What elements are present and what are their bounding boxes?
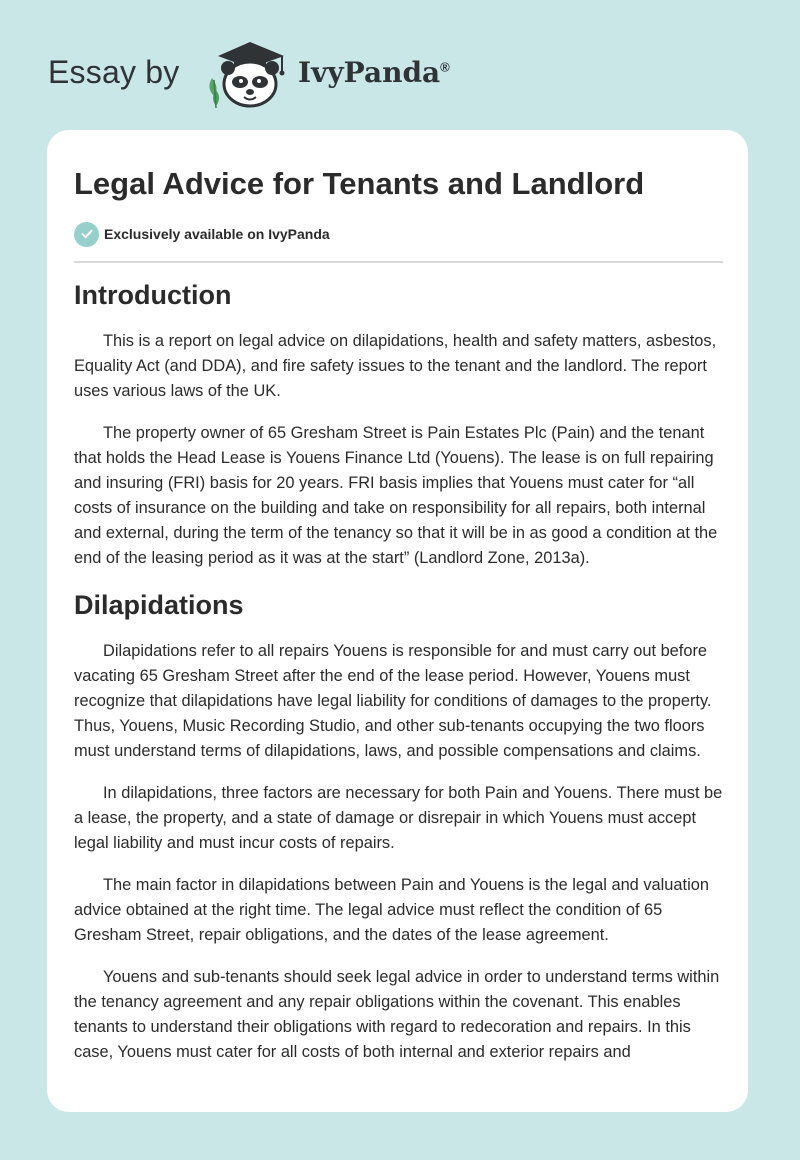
section-introduction (74, 278, 726, 571)
paragraph: This is a report on legal advice on dilapidations, health and safety matters, asbestos, Equality Act (and DDA), and fire safety issues to the tenant and the landlord. The report uses various laws of the UK. (74, 332, 717, 401)
section-heading: Dilapidations (74, 590, 244, 621)
article-content (74, 278, 726, 1082)
section-heading: Introduction (74, 280, 232, 310)
article-title: Legal Advice for Tenants and Landlord (74, 166, 645, 201)
paragraph: Dilapidations refer to all repairs Youens is responsible for and must carry out before vacating 65 Gresham Street after the end of the lease period. However, Youens must recognize that dilapidations have legal liability for conditions of damages to the property. Thus, Youens, Music Recording Studio, and other sub-tenants occupying the two floors must understand terms of dilapidations, laws, and possible compensations and claims. (74, 642, 712, 761)
paragraph: Youens and sub-tenants should seek legal advice in order to understand terms within the tenancy agreement and any repair obligations within the covenant. This enables tenants to understand their obligations with regard to redecoration and repairs. In this case, Youens must cater for all costs of both internal and exterior repairs and (74, 968, 720, 1062)
paragraph: The main factor in dilapidations between Pain and Youens is the legal and valuation advice obtained at the right time. The legal advice must reflect the condition of 65 Gresham Street, repair obligations, and the dates of the lease agreement. (74, 876, 709, 945)
title-divider (74, 261, 723, 263)
brand-name-text: IvyPanda (298, 56, 441, 89)
article-card (47, 130, 748, 1112)
exclusive-badge (74, 221, 330, 247)
paragraph: The property owner of 65 Gresham Street is Pain Estates Plc (Pain) and the tenant that holds the Head Lease is Youens Finance Ltd (Youens). The lease is on full repairing and insuring (FRI) basis for 20 years. FRI basis implies that Youens must cater for “all costs of insurance on the building and take on responsibility for all repairs, both internal and external, during the term of the tenancy so that it will be in as good a condition at the end of the leasing period as it was at the start” (Landlord Zone, 2013a). (74, 424, 718, 568)
registered-mark: ® (440, 59, 450, 75)
brand-header (48, 34, 468, 110)
section-dilapidations (74, 588, 726, 1065)
brand-name (298, 56, 450, 89)
exclusive-badge-label: Exclusively available on IvyPanda (104, 226, 330, 242)
brand-prefix: Essay by (48, 54, 180, 90)
panda-logo-icon[interactable] (204, 36, 290, 110)
check-icon (74, 222, 99, 247)
paragraph: In dilapidations, three factors are necessary for both Pain and Youens. There must be a lease, the property, and a state of damage or disrepair in which Youens must accept legal liability and must incur costs of repairs. (74, 784, 723, 853)
